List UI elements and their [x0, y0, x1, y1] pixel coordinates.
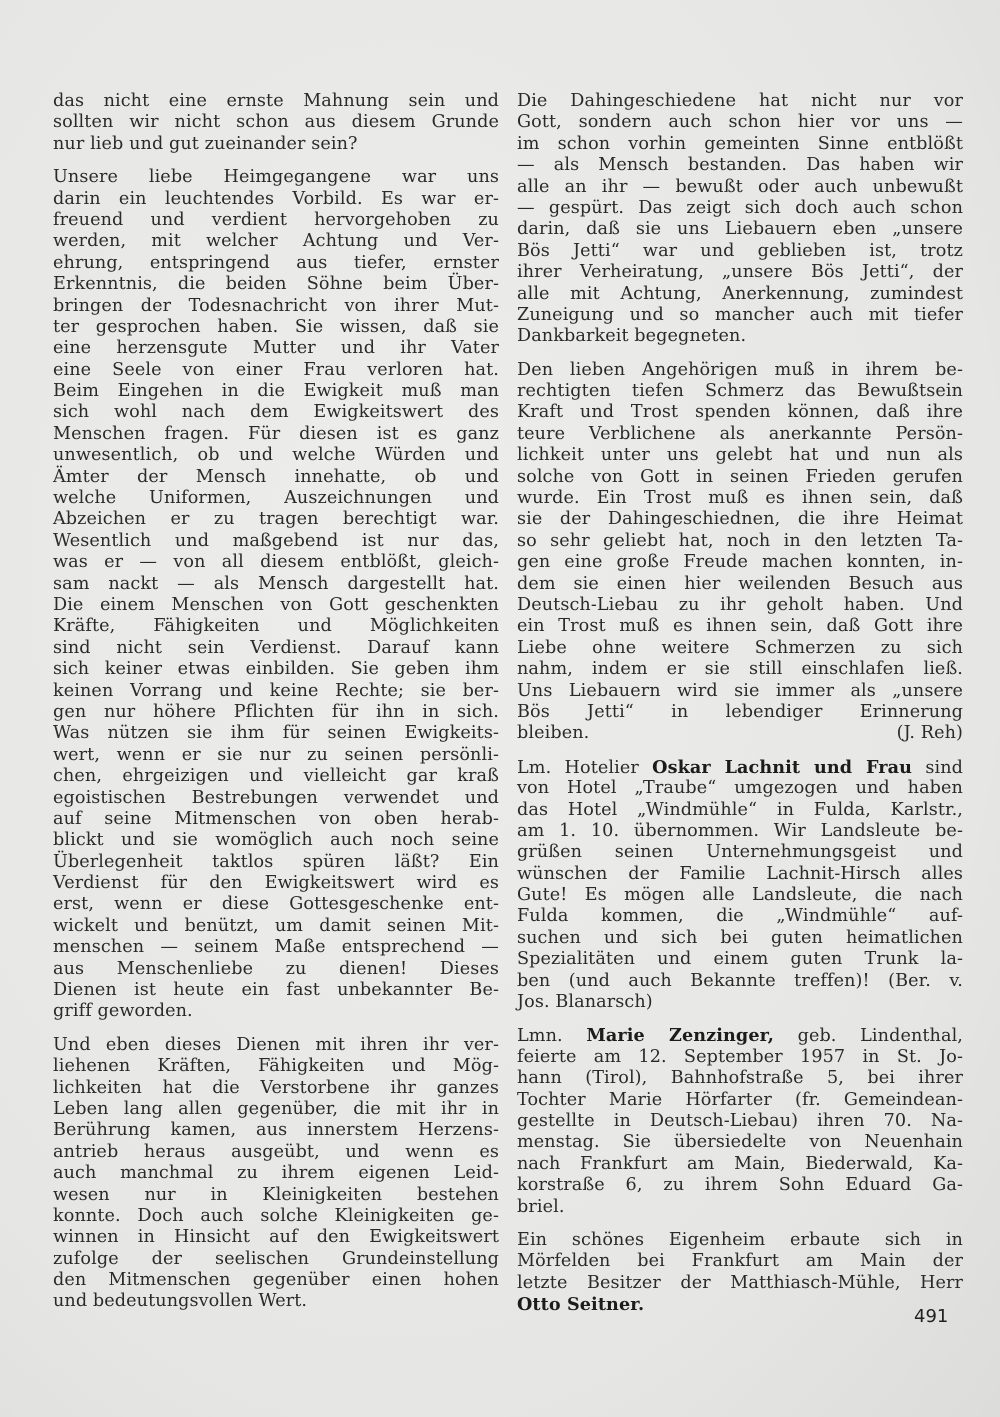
text-line: Mörfelden bei Frankfurt am Main der: [517, 1251, 963, 1272]
text-line: teure Verblichene als anerkannte Persön-: [517, 423, 963, 444]
text-line: auf seine Mitmenschen von oben herab-: [53, 808, 499, 829]
text-line: Kräfte, Fähigkeiten und Möglichkeiten: [53, 616, 499, 637]
text-line: grüßen seinen Unternehmungsgeist und: [517, 842, 963, 863]
text-line: Leben lang allen gegenüber, die mit ihr in: [53, 1098, 499, 1119]
text-line: so sehr geliebt hat, noch in den letzten Ta-: [517, 530, 963, 551]
text-line: sich keiner etwas einbilden. Sie geben ihm: [53, 659, 499, 680]
paragraph: [517, 1230, 963, 1316]
text-line: Ein schönes Eigenheim erbaute sich in: [517, 1229, 963, 1250]
text-line: dem sie einen hier weilenden Besuch aus: [517, 573, 963, 594]
text-line: Gute! Es mögen alle Landsleute, die nach: [517, 885, 963, 906]
text-line: — als Mensch bestanden. Das haben wir: [517, 155, 963, 176]
text-line: Bös Jetti“ in lebendiger Erinnerung: [517, 701, 963, 722]
text-line: Wesentlich und maßgebend ist nur das,: [53, 530, 499, 551]
right-column: [517, 91, 963, 1327]
text-line: den Mitmenschen gegenüber einen hohen: [53, 1270, 499, 1291]
text-line: Beim Eingehen in die Ewigkeit muß man: [53, 381, 499, 402]
text-line: briel.: [517, 1196, 565, 1217]
text-line: hann (Tirol), Bahnhofstraße 5, bei ihrer: [517, 1068, 963, 1089]
page-number: 491: [914, 1306, 949, 1327]
text-line: Tochter Marie Hörfarter (fr. Gemeindean-: [517, 1089, 963, 1110]
text-line: sam nackt — als Mensch dargestellt hat.: [53, 573, 499, 594]
text-line: liehenen Kräften, Fähigkeiten und Mög-: [53, 1056, 499, 1077]
text-line: winnen in Hinsicht auf den Ewigkeitswert: [53, 1227, 499, 1248]
text-line: lichkeit unter uns gelebt hat und nun als: [517, 445, 963, 466]
text-line: wurde. Ein Trost muß es ihnen sein, daß: [517, 488, 963, 509]
text-line: Was nützen sie ihm für seinen Ewigkeits-: [53, 723, 499, 744]
text-line: menstag. Sie übersiedelte von Neuenhain: [517, 1132, 963, 1153]
text-line: korstraße 6, zu ihrem Sohn Eduard Ga-: [517, 1175, 963, 1196]
text-line: welche Uniformen, Auszeichnungen und: [53, 488, 499, 509]
text-line: werden, mit welcher Achtung und Ver-: [53, 231, 499, 252]
text-line: Ämter der Mensch innehatte, ob und: [53, 466, 499, 487]
text-line: Jos. Blanarsch): [517, 992, 653, 1013]
text-line: ben (und auch Bekannte treffen)! (Ber. v.: [517, 970, 963, 991]
text-line: Dienen ist heute ein fast unbekannter Be-: [53, 980, 499, 1001]
paragraph: [517, 360, 963, 745]
text-line: keinen Vorrang und keine Rechte; sie ber-: [53, 680, 499, 701]
text-line: egoistischen Bestrebungen verwendet und: [53, 787, 499, 808]
text-line: bleiben. (J. Reh): [517, 723, 963, 744]
text-line: Berührung kamen, aus innerstem Herzens-: [53, 1120, 499, 1141]
text-line: gen eine große Freude machen konnten, in-: [517, 552, 963, 573]
text-line: auch manchmal zu ihrem eigenen Leid-: [53, 1163, 499, 1184]
bold-name: Oskar Lachnit und Frau: [652, 756, 913, 778]
text-line: Deutsch-Liebau zu ihr geholt haben. Und: [517, 594, 963, 615]
text-line: solche von Gott in seinen Frieden gerufen: [517, 466, 963, 487]
text-line: sind nicht sein Verdienst. Darauf kann: [53, 637, 499, 658]
text-line: Überlegenheit taktlos spüren läßt? Ein: [53, 851, 499, 872]
text-line: Gott, sondern auch schon hier vor uns —: [517, 112, 963, 133]
text-line: Unsere liebe Heimgegangene war uns: [53, 167, 499, 188]
text-line: Die Dahingeschiedene hat nicht nur vor: [517, 91, 963, 111]
text-line: wert, wenn er sie nur zu seinen persönli-: [53, 744, 499, 765]
text-line: — gespürt. Das zeigt sich doch auch schon: [517, 197, 963, 218]
text-line: Lm. Hotelier Oskar Lachnit und Frau sind: [517, 756, 963, 778]
text-line: ein Trost muß es ihnen sein, daß Gott ihre: [517, 616, 963, 637]
text-line: rechtigten tiefen Schmerz das Bewußtsein: [517, 381, 963, 402]
text-line: unwesentlich, ob und welche Würden und: [53, 445, 499, 466]
text-line: Liebe ohne weitere Schmerzen zu sich: [517, 637, 963, 658]
text-line: zufolge der seelischen Grundeinstellung: [53, 1248, 499, 1269]
paragraph: [517, 1025, 963, 1218]
bold-name: Otto Seitner.: [517, 1294, 645, 1316]
text-line: wickelt und benützt, um damit seinen Mit-: [53, 915, 499, 936]
text-line: Fulda kommen, die „Windmühle“ auf-: [517, 906, 963, 927]
text-line: antrieb heraus ausgeübt, und wenn es: [53, 1141, 499, 1162]
text-line: Zuneigung und so mancher auch mit tiefer: [517, 304, 963, 325]
text-line: nach Frankfurt am Main, Biederwald, Ka-: [517, 1153, 963, 1174]
text-line: wesen nur in Kleinigkeiten bestehen: [53, 1184, 499, 1205]
paragraph: [53, 167, 499, 1023]
text-line: am 1. 10. übernommen. Wir Landsleute be-: [517, 820, 963, 841]
text-line: konnte. Doch auch solche Kleinigkeiten ge-: [53, 1205, 499, 1226]
text-line: erst, wenn er diese Gottesgeschenke ent-: [53, 894, 499, 915]
text-line: das nicht eine ernste Mahnung sein und: [53, 91, 499, 111]
text-line: darin ein leuchtendes Vorbild. Es war er-: [53, 188, 499, 209]
text-line: sie der Dahingeschiednen, die ihre Heimat: [517, 509, 963, 530]
text-line: im schon vorhin gemeinten Sinne entblößt: [517, 133, 963, 154]
paragraph: [517, 91, 963, 348]
text-line: [517, 1294, 963, 1315]
text-line: alle an ihr — bewußt oder auch unbewußt: [517, 176, 963, 197]
paragraph: [53, 91, 499, 155]
text-line: griff geworden.: [53, 1001, 193, 1022]
text-line: bringen der Todesnachricht von ihrer Mut-: [53, 295, 499, 316]
text-line: nahm, indem er sie still einschlafen ließ.: [517, 659, 963, 680]
text-line: darin, daß sie uns Liebauern eben „unsere: [517, 219, 963, 240]
text-line: Kraft und Trost spenden können, daß ihre: [517, 402, 963, 423]
text-line: feierte am 12. September 1957 in St. Jo-: [517, 1046, 963, 1067]
text-line: gestellte in Deutsch-Liebau) ihren 70. Na-: [517, 1110, 963, 1131]
text-line: was er — von all diesem entblößt, gleich-: [53, 552, 499, 573]
text-line: freuend und verdient hervorgehoben zu: [53, 209, 499, 230]
paragraph: [53, 1035, 499, 1313]
text-line: letzte Besitzer der Matthiasch-Mühle, Herr: [517, 1272, 963, 1293]
text-line: das Hotel „Windmühle“ in Fulda, Karlstr.,: [517, 799, 963, 820]
text-line: ehrung, entspringend aus tiefer, ernster: [53, 252, 499, 273]
text-line: lichkeiten hat die Verstorbene ihr ganzes: [53, 1077, 499, 1098]
text-line: eine Seele von einer Frau verloren hat.: [53, 359, 499, 380]
text-line: Den lieben Angehörigen muß in ihrem be-: [517, 359, 963, 380]
text-line: gen nur höhere Pflichten für ihn in sich.: [53, 701, 499, 722]
bold-name: Marie Zenzinger,: [586, 1025, 774, 1047]
text-line: Menschen fragen. Für diesen ist es ganz: [53, 423, 499, 444]
text-line: menschen — seinem Maße entsprechend —: [53, 937, 499, 958]
text-line: ter gesprochen haben. Sie wissen, daß sie: [53, 316, 499, 337]
text-line: Uns Liebauern wird sie immer als „unsere: [517, 680, 963, 701]
author-signature: (J. Reh): [896, 723, 963, 744]
text-line: blickt und sie womöglich auch noch seine: [53, 830, 499, 851]
text-line: Dankbarkeit begegneten.: [517, 326, 747, 347]
paragraph: [517, 757, 963, 1014]
text-line: wünschen der Familie Lachnit-Hirsch alles: [517, 863, 963, 884]
text-line: Verdienst für den Ewigkeitswert wird es: [53, 873, 499, 894]
text-line: nur lieb und gut zueinander sein?: [53, 133, 358, 154]
text-line: Bös Jetti“ war und geblieben ist, trotz: [517, 240, 963, 261]
text-line: alle mit Achtung, Anerkennung, zumindest: [517, 283, 963, 304]
text-line: von Hotel „Traube“ umgezogen und haben: [517, 778, 963, 799]
text-line: Lmn. Marie Zenzinger, geb. Lindenthal,: [517, 1025, 963, 1047]
text-line: suchen und sich bei guten heimatlichen: [517, 927, 963, 948]
text-line: Abzeichen er zu tragen berechtigt war.: [53, 509, 499, 530]
text-line: Die einem Menschen von Gott geschenkten: [53, 594, 499, 615]
text-line: Und eben dieses Dienen mit ihren ihr ver-: [53, 1034, 499, 1055]
text-line: und bedeutungsvollen Wert.: [53, 1291, 308, 1312]
text-line: sollten wir nicht schon aus diesem Grunde: [53, 112, 499, 133]
text-line: Spezialitäten und einem guten Trunk la-: [517, 949, 963, 970]
text-line: eine herzensgute Mutter und ihr Vater: [53, 338, 499, 359]
text-line: chen, ehrgeizigen und vielleicht gar kraß: [53, 766, 499, 787]
left-column: [53, 91, 499, 1325]
text-line: ihrer Verheiratung, „unsere Bös Jetti“, der: [517, 262, 963, 283]
text-line: sich wohl nach dem Ewigkeitswert des: [53, 402, 499, 423]
text-line: aus Menschenliebe zu dienen! Dieses: [53, 958, 499, 979]
text-line: Erkenntnis, die beiden Söhne beim Über-: [53, 274, 499, 295]
